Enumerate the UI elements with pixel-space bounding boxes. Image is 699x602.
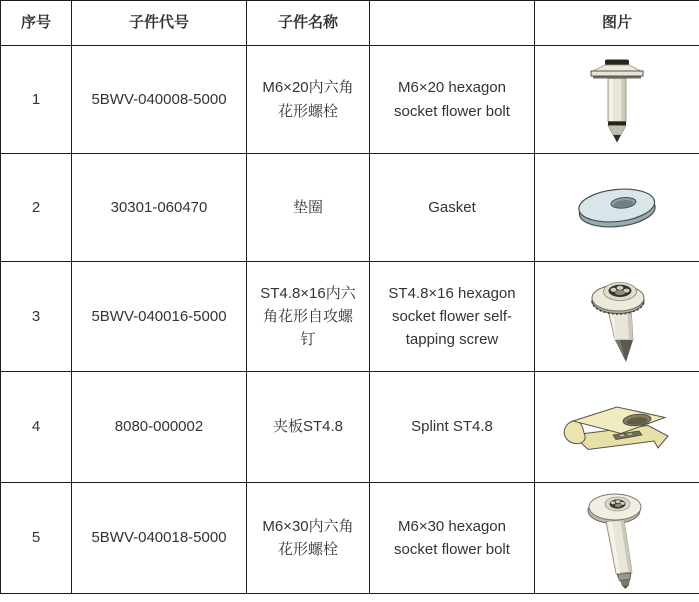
- row3-picture-cell: [535, 262, 699, 372]
- row1-name-cn: M6×20内六角花形螺栓: [247, 46, 370, 154]
- self-tapping-screw-image: [580, 268, 654, 366]
- table-row-3: [1, 262, 699, 372]
- row5-name-cn: M6×30内六角花形螺栓: [247, 483, 370, 594]
- table-row-5: [1, 483, 699, 594]
- row4-serial: 4: [1, 372, 72, 483]
- row2-picture-cell: [535, 154, 699, 262]
- row4-picture-cell: [535, 372, 699, 483]
- row4-name-en: Splint ST4.8: [370, 372, 535, 483]
- row2-code: 30301-060470: [72, 154, 247, 262]
- table-row-4: [1, 372, 699, 483]
- row2-serial: 2: [1, 154, 72, 262]
- row4-code: 8080-000002: [72, 372, 247, 483]
- splint-clip-image: [560, 399, 674, 455]
- row3-serial: 3: [1, 262, 72, 372]
- row1-serial: 1: [1, 46, 72, 154]
- row3-code: 5BWV-040016-5000: [72, 262, 247, 372]
- header-row: [1, 1, 699, 46]
- row5-serial: 5: [1, 483, 72, 594]
- header-picture: 图片: [535, 1, 699, 46]
- header-part-code: 子件代号: [72, 1, 247, 46]
- row1-name-en: M6×20 hexagon socket flower bolt: [370, 46, 535, 154]
- row5-name-en: M6×30 hexagon socket flower bolt: [370, 483, 535, 594]
- flange-bolt-long-image: [585, 487, 649, 589]
- row1-code: 5BWV-040008-5000: [72, 46, 247, 154]
- header-serial-number: 序号: [1, 1, 72, 46]
- row3-name-en: ST4.8×16 hexagon socket flower self-tapping screw: [370, 262, 535, 372]
- row3-name-cn: ST4.8×16内六角花形自攻螺钉: [247, 262, 370, 372]
- row1-picture-cell: [535, 46, 699, 154]
- table-row-1: [1, 46, 699, 154]
- header-part-name-en: [370, 1, 535, 46]
- row2-name-cn: 垫圈: [247, 154, 370, 262]
- washer-image: [567, 178, 667, 238]
- row5-code: 5BWV-040018-5000: [72, 483, 247, 594]
- header-part-name-cn: 子件名称: [247, 1, 370, 46]
- flange-bolt-front-image: [584, 57, 650, 143]
- row4-name-cn: 夹板ST4.8: [247, 372, 370, 483]
- table-row-2: [1, 154, 699, 262]
- row2-name-en: Gasket: [370, 154, 535, 262]
- row5-picture-cell: [535, 483, 699, 594]
